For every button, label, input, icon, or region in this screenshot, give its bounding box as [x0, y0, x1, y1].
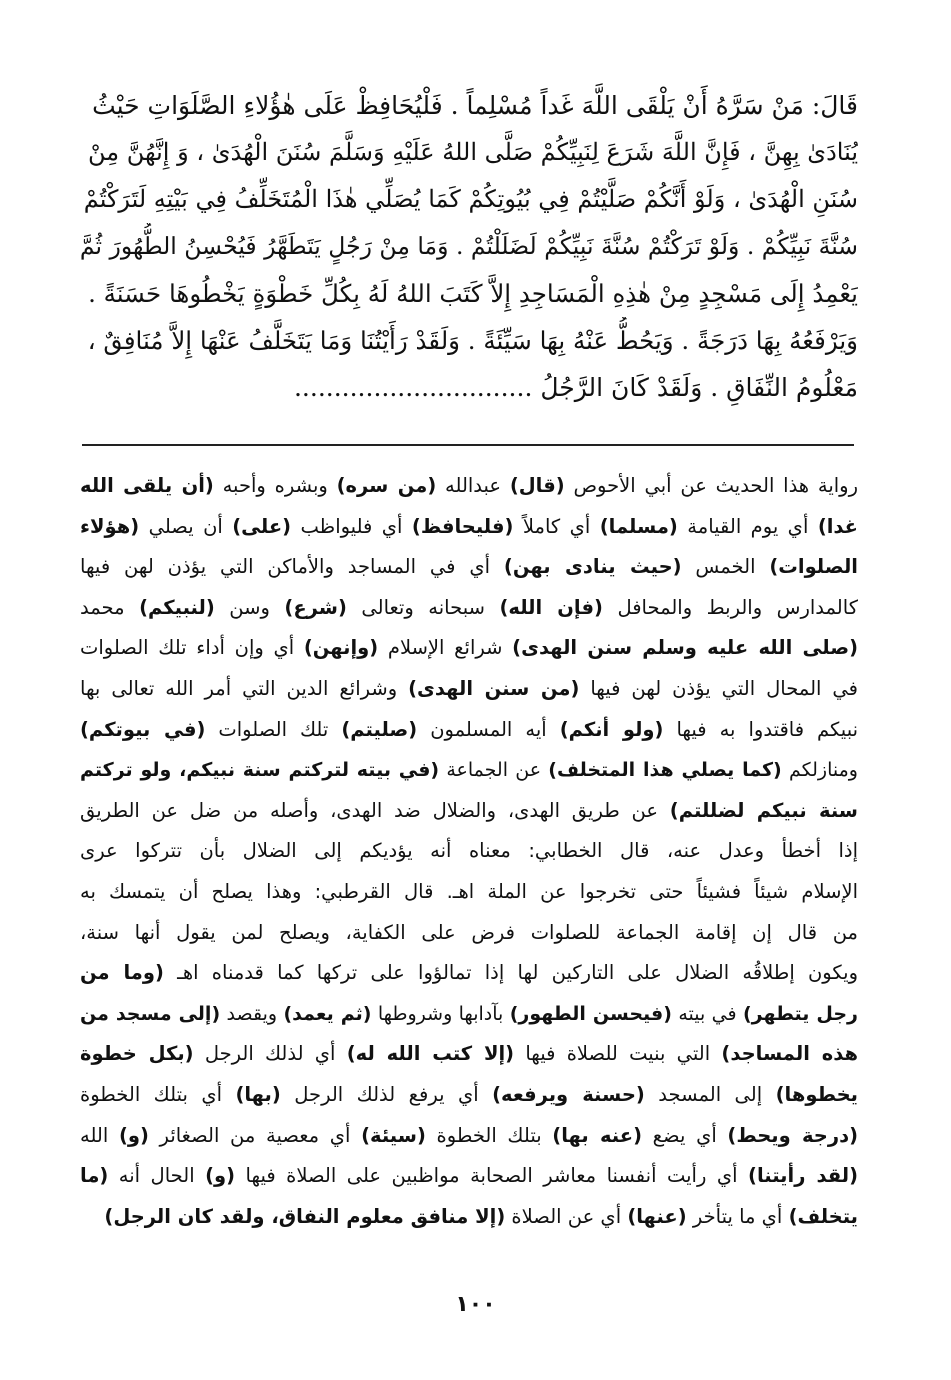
commentary-line — [80, 1156, 858, 1197]
commentary-phrase: أي يوم القيامة — [677, 514, 818, 538]
quoted-hadith-phrase: الصلوات) — [769, 555, 858, 579]
quoted-hadith-phrase: (إلى مسجد من — [80, 1002, 221, 1025]
commentary-phrase: أي في المساجد والأماكن التي يؤذن لهن فيها — [80, 555, 504, 579]
quoted-hadith-phrase: (شرع) — [284, 595, 347, 619]
commentary-line — [80, 1075, 858, 1116]
commentary-phrase: عبدالله — [436, 474, 510, 497]
quoted-hadith-phrase: (هؤلاء — [80, 514, 140, 538]
commentary-phrase: بتلك الخطوة — [425, 1123, 553, 1147]
quoted-hadith-phrase: (إلا منافق معلوم النفاق، ولقد كان الرجل) — [104, 1204, 506, 1228]
quoted-hadith-phrase: (ما — [80, 1164, 109, 1188]
commentary-phrase: وسن — [214, 595, 285, 619]
commentary-phrase: من قال إن إقامة الجماعة للصلوات فرض على الكفاية، ويصلح لمن يقول أنها سنة، — [80, 920, 858, 944]
hadith-line: قَالَ: مَنْ سَرَّهُ أَنْ يَلْقَى اللَّهَ غَداً مُسْلِماً . فَلْيُحَافِظْ عَلَى هٰؤُلاءِ الصَّلَوَاتِ حَيْثُ — [92, 91, 858, 120]
quoted-hadith-phrase: (بكل خطوة — [80, 1042, 194, 1066]
quoted-hadith-phrase: (لنبيكم) — [139, 595, 215, 619]
footnote-divider — [82, 444, 854, 446]
quoted-hadith-phrase: يخطوها) — [775, 1082, 858, 1106]
commentary-phrase: محمد — [80, 595, 140, 619]
commentary-phrase: في المحال التي يؤذن لهن فيها — [579, 676, 858, 700]
commentary-phrase: ويقصد — [220, 1002, 284, 1025]
hadith-line: يَعْمِدُ إِلَى مَسْجِدٍ مِنْ هٰذِهِ الْمَسَاجِدِ إِلاَّ كَتَبَ اللهُ لَهُ بِكُلِّ خَطْوَةٍ يَخْطُوهَا حَسَنَةً . — [88, 279, 858, 308]
commentary-phrase: الله — [80, 1123, 119, 1147]
quoted-hadith-phrase: (قال) — [509, 474, 565, 497]
commentary-phrase: ويكون إطلاقُه الضلال على التاركين لها إذا تمالؤوا على تركها كما قدمناه اهـ — [163, 961, 858, 985]
commentary-phrase: أي بتلك الخطوة — [80, 1082, 236, 1106]
commentary-line — [80, 710, 858, 751]
commentary-phrase: أن يصلي — [139, 514, 233, 538]
commentary-phrase: كالمدارس والربط والمحافل — [602, 595, 858, 619]
quoted-hadith-phrase: (إلا كتب الله له) — [346, 1042, 515, 1066]
quoted-hadith-phrase: (أن يلقى الله — [80, 474, 214, 497]
quoted-hadith-phrase: (في بيوتكم) — [80, 717, 206, 741]
quoted-hadith-phrase: (عنه بها) — [552, 1123, 643, 1147]
quoted-hadith-phrase: هذه المساجد) — [721, 1042, 858, 1066]
quoted-hadith-phrase: (من سنن الهدى) — [408, 676, 580, 700]
quoted-hadith-phrase: سنة نبيكم لضللتم) — [669, 798, 858, 822]
commentary-phrase: أي معصية من الصغائر — [148, 1123, 362, 1147]
hadith-line: وَيَرْفَعُهُ بِهَا دَرَجَةً . وَيَحُطُّ عَنْهُ بِهَا سَيِّئَةً . وَلَقَدْ رَأَيْتُنَا وَمَا يَتَخَلَّفُ عَنْهَا إِلاَّ مُنَافِقٌ ، — [87, 326, 858, 355]
hadith-last-words: مَعْلُومُ النِّفَاقِ . وَلَقَدْ كَانَ الرَّجُلُ — [540, 373, 858, 402]
commentary-line — [80, 872, 858, 913]
commentary-phrase: بآدابها وشروطها — [371, 1002, 510, 1025]
commentary-line — [80, 750, 858, 791]
commentary-line — [80, 831, 858, 872]
commentary-phrase: التي بنيت للصلاة فيها — [514, 1042, 722, 1066]
commentary-phrase: وشرائع الدين التي أمر الله تعالى بها — [80, 676, 409, 700]
commentary-line — [80, 628, 858, 669]
quoted-hadith-phrase: رجل يتطهر) — [742, 1002, 858, 1025]
commentary-phrase: الحال أنه — [108, 1164, 206, 1188]
hadith-line-last — [80, 364, 858, 411]
commentary-phrase: وبشره وأحبه — [213, 474, 337, 497]
commentary-phrase: الإسلام شيئاً فشيئاً حتى تخرجوا عن الملة اهـ. قال القرطبي: وهذا يصلح أن يتمسك به — [80, 879, 858, 903]
continuation-dots: .............................. — [293, 373, 533, 402]
quoted-hadith-phrase: يتخلف) — [788, 1204, 858, 1228]
quoted-hadith-phrase: (فإن الله) — [499, 595, 603, 619]
quoted-hadith-phrase: (و) — [118, 1123, 149, 1147]
commentary-phrase: أي يضع — [642, 1123, 728, 1147]
quoted-hadith-phrase: (فيحسن الطهور) — [509, 1002, 672, 1025]
page-number: ١٠٠ — [455, 1292, 496, 1317]
quoted-hadith-phrase: (مسلما) — [599, 514, 678, 538]
commentary-line — [80, 953, 858, 994]
quoted-hadith-phrase: (على) — [232, 514, 292, 538]
commentary-line — [80, 913, 858, 954]
hadith-line: سُنَنِ الْهُدَىٰ ، وَلَوْ أَنَّكُمْ صَلَّيْتُمْ فِي بُيُوتِكُمْ كَمَا يُصَلِّي هٰذَا الْمُتَخَلِّفُ فِي بَيْتِهِ لَتَرَكْتُمْ — [83, 185, 858, 213]
commentary-phrase: رواية هذا الحديث عن أبي الأحوص — [564, 474, 858, 497]
hadith-text — [80, 82, 858, 411]
commentary-line — [80, 1116, 858, 1157]
quoted-hadith-phrase: (حسنة ويرفعه) — [492, 1082, 645, 1106]
commentary-line — [80, 1034, 858, 1075]
commentary-phrase: تلك الصلوات — [205, 717, 342, 741]
quoted-hadith-phrase: (درجة ويحط) — [727, 1123, 858, 1147]
commentary-phrase: عن طريق الهدى، والضلال ضد الهدى، وأصله من ضل عن الطريق — [80, 798, 670, 822]
commentary-phrase: أي ما يتأخر — [686, 1204, 789, 1228]
quoted-hadith-phrase: (و) — [205, 1164, 236, 1188]
quoted-hadith-phrase: (بها) — [235, 1082, 281, 1106]
commentary-phrase: أي لذلك الرجل — [193, 1042, 347, 1066]
commentary-phrase: عن الجماعة — [439, 759, 549, 782]
commentary-phrase: أيه المسلمون — [417, 717, 560, 741]
quoted-hadith-phrase: (فليحافظ) — [411, 514, 514, 538]
commentary-phrase: نبيكم فاقتدوا به فيها — [663, 717, 858, 741]
commentary-phrase: أي يرفع لذلك الرجل — [280, 1082, 493, 1106]
commentary-phrase: أي رأيت أنفسنا معاشر الصحابة مواظبين على الصلاة فيها — [235, 1164, 749, 1188]
commentary-line — [80, 994, 858, 1035]
quoted-hadith-phrase: (لقد رأيتنا) — [748, 1164, 858, 1188]
quoted-hadith-phrase: (كما يصلي هذا المتخلف) — [548, 759, 782, 782]
commentary-phrase: ومنازلكم — [781, 759, 858, 782]
quoted-hadith-phrase: (في بيته لتركتم سنة نبيكم، ولو تركتم — [80, 759, 440, 782]
commentary-phrase: أي كاملاً — [513, 514, 600, 538]
commentary-line — [80, 466, 858, 507]
quoted-hadith-phrase: (ولو أنكم) — [559, 717, 664, 741]
quoted-hadith-phrase: غدا) — [817, 514, 858, 538]
commentary-phrase: الخمس — [681, 555, 770, 579]
commentary-line — [80, 1197, 858, 1238]
commentary-line — [80, 791, 858, 832]
commentary-phrase: أي فليواظب — [291, 514, 412, 538]
quoted-hadith-phrase: (وما من — [80, 961, 164, 985]
quoted-hadith-phrase: (عنها) — [627, 1204, 687, 1228]
commentary-phrase: إلى المسجد — [644, 1082, 776, 1106]
quoted-hadith-phrase: (من سره) — [336, 474, 437, 497]
commentary-phrase: سبحانه وتعالى — [346, 595, 500, 619]
hadith-line: يُنَادَىٰ بِهِنَّ ، فَإِنَّ اللَّهَ شَرَعَ لِنَبِيِّكُمْ صَلَّى اللهُ عَلَيْهِ وَسَلَّمَ سُنَنَ الْهُدَىٰ ، وَ إِنَّهُنَّ مِنْ — [88, 138, 858, 166]
commentary-line — [80, 507, 858, 548]
hadith-line: سُنَّةَ نَبِيِّكُمْ . وَلَوْ تَرَكْتُمْ سُنَّةَ نَبِيِّكُمْ لَضَلَلْتُمْ . وَمَا مِنْ رَجُلٍ يَتَطَهَّرُ فَيُحْسِنُ الطُّهُورَ ثُمَّ — [80, 232, 858, 260]
commentary-phrase: شرائع الإسلام — [378, 636, 513, 660]
quoted-hadith-phrase: (وإنهن) — [303, 636, 379, 660]
commentary-phrase: أي وإن أداء تلك الصلوات — [80, 636, 304, 660]
quoted-hadith-phrase: (حيث ينادى بهن) — [503, 555, 682, 579]
commentary-phrase: إذا أخطأ وعدل عنه، قال الخطابي: معناه أنه يؤديكم إلى الضلال بأن تتركوا عرى — [80, 839, 858, 863]
quoted-hadith-phrase: (صلى الله عليه وسلم سنن الهدى) — [512, 636, 858, 660]
commentary-text — [80, 466, 858, 1237]
quoted-hadith-phrase: (سيئة) — [361, 1123, 426, 1147]
commentary-line — [80, 547, 858, 588]
commentary-line — [80, 669, 858, 710]
commentary-line — [80, 588, 858, 629]
commentary-phrase: في بيته — [671, 1002, 743, 1025]
commentary-phrase: أي عن الصلاة — [505, 1204, 628, 1228]
quoted-hadith-phrase: (ثم يعمد) — [283, 1002, 372, 1025]
quoted-hadith-phrase: (صليتم) — [341, 717, 418, 741]
